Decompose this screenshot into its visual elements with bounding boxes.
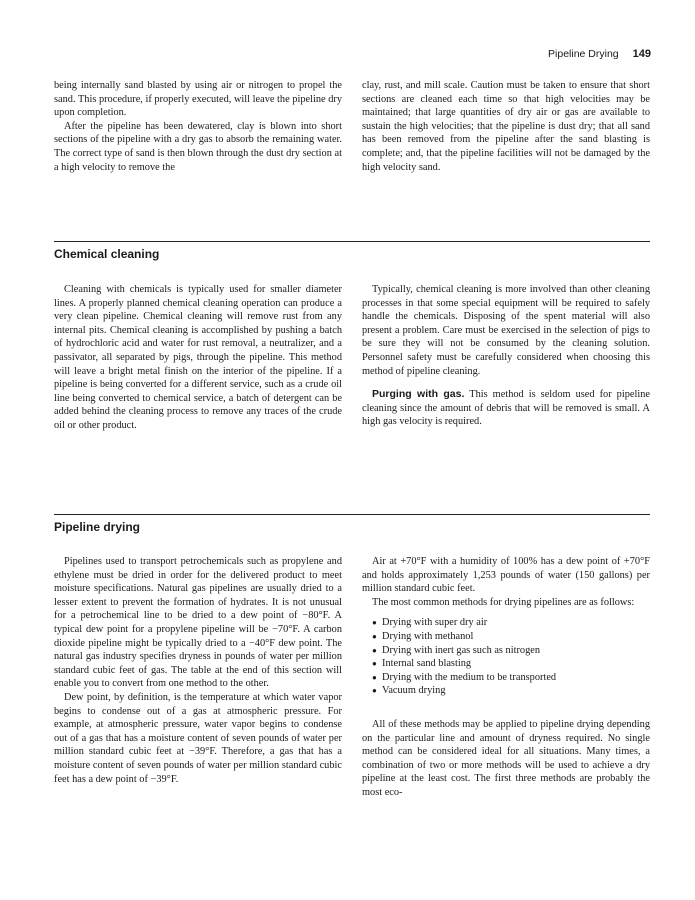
chemical-left-column [54, 283, 342, 433]
section-title: Pipeline drying [54, 520, 141, 534]
intro-right-column [362, 79, 650, 174]
chemical-cleaning-section [54, 283, 650, 433]
list-item: ● Internal sand blasting [372, 658, 472, 670]
bullet-icon: ● [372, 618, 377, 628]
paragraph: Pipelines used to transport petrochemicals such as propylene and ethylene must be dried in order for the delivered product to meet moisture specifications. Natural gas pipelines are usually dried to a lesser extent to prevent the formation of hydrates. It is not unusual for a petrochemical line to be dried to a dew point of −80°F. A typical dew point for a propylene pipeline will be −70°F. A carbon dioxide pipeline might be typically dried to a −40°F dew point. The natural gas industry specifies dryness in pounds of water per million standard cubic feet of gas. The table at the end of this section will enable you to convert from one method to the other. [54, 556, 342, 690]
paragraph: All of these methods may be applied to pipeline drying depending on the particular line and amount of dryness required. No single method can be considered ideal for all situations. Many times, a combination of two or more methods will be used to achieve a dry pipeline at the least cost. The first three methods are probably the most eco- [362, 718, 650, 798]
drying-methods-list [372, 616, 650, 698]
section-title: Chemical cleaning [54, 247, 160, 261]
bullet-icon: ● [372, 659, 377, 669]
list-item: ● Vacuum drying [372, 685, 446, 697]
paragraph: clay, rust, and mill scale. Caution must be taken to ensure that short sections are cleaned each time so that high velocities may be maintained; that large quantities of dry air or gas are available to sustain the high velocities; that the pipeline is dust dry; that all sand has been removed from the pipeline after the sand blasting is complete; and, that the pipeline facilities will not be damaged by the high velocity sand. [362, 80, 650, 173]
purging-text: This method is seldom used for pipeline cleaning since the amount of debris that will be removed is small. A high gas velocity is required. [362, 389, 650, 428]
running-header [548, 48, 651, 60]
running-title: Pipeline Drying [548, 48, 619, 60]
paragraph: The most common methods for drying pipelines are as follows: [372, 596, 635, 608]
drying-left-column [54, 555, 342, 800]
page-number: 149 [632, 48, 651, 60]
drying-right-column [362, 555, 650, 800]
paragraph: After the pipeline has been dewatered, clay is blown into short sections of the pipeline with a dry gas to absorb the remaining water. The correct type of sand is then blown through the dust dry section at a high velocity to remove the [54, 120, 342, 173]
intro-left-column [54, 79, 342, 174]
paragraph-purging [362, 388, 650, 429]
chemical-right-column [362, 283, 650, 433]
paragraph: Cleaning with chemicals is typically used for smaller diameter lines. A properly planned chemical cleaning operation can produce a very clean pipeline. Chemical cleaning will remove rust from any internal pits. Chemical cleaning is accomplished by pushing a batch of hydrochloric acid and water for rust removal, a neutralizer, and a passivator, all separated by pigs, through the pipeline. This method will leave a bright metal finish on the interior of the pipeline. If a pipeline is being converted for a different service, such as a crude oil line being converted to chemical service, a batch of detergent can be added behind the cleaning process to remove any traces of the crude oil or other product. [54, 284, 342, 431]
section-heading-chemical-cleaning [54, 241, 650, 261]
pipeline-drying-section [54, 555, 650, 800]
list-item: ● Drying with the medium to be transported [372, 671, 557, 683]
list-item: ● Drying with super dry air [372, 617, 488, 629]
runin-heading: Purging with gas. [372, 388, 465, 401]
list-item: ● Drying with inert gas such as nitrogen [372, 644, 540, 656]
list-item: ● Drying with methanol [372, 630, 474, 642]
bullet-icon: ● [372, 686, 377, 696]
intro-section [54, 79, 650, 174]
paragraph: Dew point, by definition, is the temperature at which water vapor begins to condense out of a gas at atmospheric pressure. For example, at atmospheric pressure, water vapor begins to condense out of a gas that has a moisture content of seven pounds of water per million standard cubic feet at −39°F. Therefore, a gas that has a moisture content of seven pounds of water per million standard cubic feet has a dew point of −39°F. [54, 691, 342, 785]
bullet-icon: ● [372, 631, 377, 641]
paragraph: Air at +70°F with a humidity of 100% has a dew point of +70°F and holds approximately 1,253 pounds of water (150 gallons) per million standard cubic feet. [362, 556, 650, 595]
bullet-icon: ● [372, 645, 377, 655]
bullet-icon: ● [372, 672, 377, 682]
paragraph: Typically, chemical cleaning is more involved than other cleaning processes in that some special equipment will be required to safely handle the chemicals. Disposing of the spent material will also present a problem. Care must be exercised in the selection of pigs to be sure they will not be consumed by the cleaning solution. Personnel safety must be carefully considered when choosing this method of pipeline cleaning. [362, 284, 650, 377]
paragraph: being internally sand blasted by using air or nitrogen to propel the sand. This procedure, if properly executed, will leave the pipeline dry upon completion. [54, 80, 342, 119]
section-heading-pipeline-drying [54, 514, 650, 534]
